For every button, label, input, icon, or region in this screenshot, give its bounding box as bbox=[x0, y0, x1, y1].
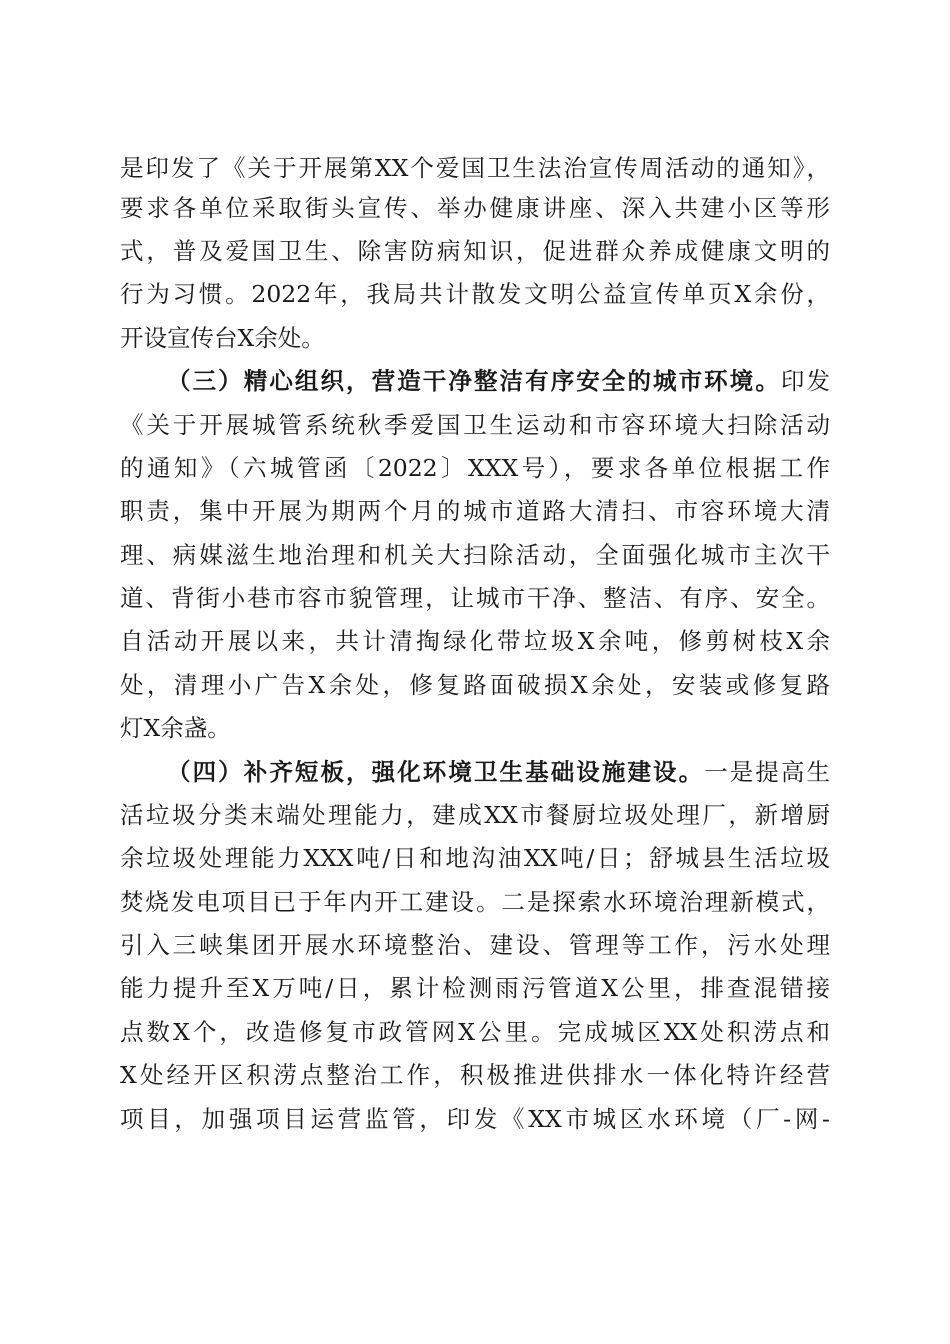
body-text-line: 灯X余盏。 bbox=[120, 714, 231, 742]
body-text-line: 项目，加强项目运营监管，印发《XX市城区水环境（厂-网- bbox=[120, 1105, 830, 1133]
body-text-line: 要求各单位采取街头宣传、举办健康讲座、深入共建小区等形 bbox=[120, 194, 830, 222]
body-text-line: 理、病媒滋生地治理和机关大扫除活动，全面强化城市主次干 bbox=[120, 541, 830, 569]
section-heading: （四）补齐短板，强化环境卫生基础设施建设。 bbox=[167, 758, 705, 786]
body-text-line: 的通知》（六城管函〔2022〕XXX号），要求各单位根据工作 bbox=[120, 454, 830, 482]
body-text-line: 《关于开展城管系统秋季爱国卫生运动和市容环境大扫除活动 bbox=[120, 411, 830, 439]
body-text-line: 引入三峡集团开展水环境整治、建设、管理等工作，污水处理 bbox=[120, 931, 830, 959]
section-heading-line bbox=[167, 752, 830, 792]
body-text-line: 行为习惯。2022年，我局共计散发文明公益宣传单页X余份， bbox=[120, 280, 830, 308]
body-text-line: X处经开区积涝点整治工作，积极推进供排水一体化特许经营 bbox=[120, 1061, 830, 1089]
body-text-line: 开设宣传台X余处。 bbox=[120, 324, 325, 352]
body-text-line: 点数X个，改造修复市政管网X公里。完成城区XX处积涝点和 bbox=[120, 1018, 830, 1046]
body-text-line: 是印发了《关于开展第XX个爱国卫生法治宣传周活动的通知》， bbox=[120, 154, 830, 182]
body-text-line: 余垃圾处理能力XXX吨/日和地沟油XX吨/日；舒城县生活垃圾 bbox=[120, 844, 830, 872]
body-text-line: 能力提升至X万吨/日，累计检测雨污管道X公里，排查混错接 bbox=[120, 974, 830, 1002]
section-heading: （三）精心组织，营造干净整洁有序安全的城市环境。 bbox=[167, 367, 781, 395]
body-text-line: 处，清理小广告X余处，修复路面破损X余处，安装或修复路 bbox=[120, 671, 830, 699]
body-text-line: 自活动开展以来，共计清掏绿化带垃圾X余吨，修剪树枝X余 bbox=[120, 627, 830, 655]
body-text-fragment: 一是提高生 bbox=[704, 758, 831, 786]
body-text-line: 道、背街小巷市容市貌管理，让城市干净、整洁、有序、安全。 bbox=[120, 584, 830, 612]
body-text-fragment: 印发 bbox=[780, 367, 831, 395]
body-text-line: 式，普及爱国卫生、除害防病知识，促进群众养成健康文明的 bbox=[120, 237, 830, 265]
body-text-line: 职责，集中开展为期两个月的城市道路大清扫、市容环境大清 bbox=[120, 497, 830, 525]
section-heading-line bbox=[167, 361, 830, 401]
body-text-line: 焚烧发电项目已于年内开工建设。二是探索水环境治理新模式， bbox=[120, 888, 830, 916]
body-text-line: 活垃圾分类末端处理能力，建成XX市餐厨垃圾处理厂，新增厨 bbox=[120, 801, 830, 829]
